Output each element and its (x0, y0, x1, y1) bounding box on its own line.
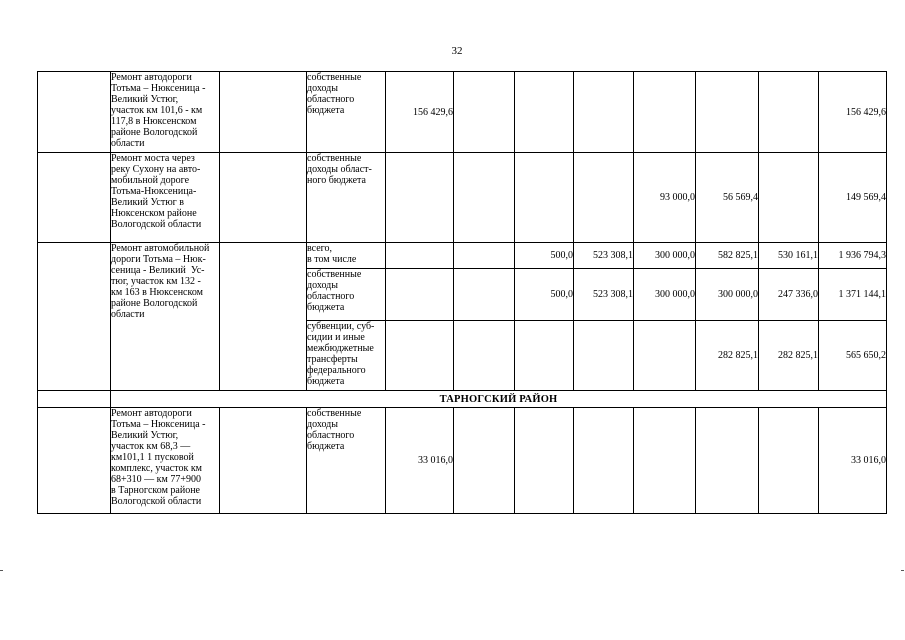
total-cell: 1 371 144,1 (819, 269, 887, 321)
empty-cell (220, 408, 307, 514)
value-cell: 33 016,0 (386, 408, 454, 514)
object-name-cell: Ремонт автомобильной дороги Тотьма – Нюк- сеница - Великий Ус- тюг, участок км 132 - км 163 в Нюксенском районе Вологодской области (111, 243, 220, 391)
table-row (38, 153, 887, 243)
value-cell (759, 153, 819, 243)
value-cell (454, 269, 515, 321)
page-number: 32 (451, 45, 463, 57)
value-cell (515, 321, 574, 391)
object-name-cell: Ремонт автодороги Тотьма – Нюксеница - Великий Устюг, участок км 101,6 - км 117,8 в Нюксенском районе Вологодской области (111, 72, 220, 153)
value-cell: 282 825,1 (759, 321, 819, 391)
value-cell: 300 000,0 (696, 269, 759, 321)
value-cell: 500,0 (515, 243, 574, 269)
value-cell (515, 72, 574, 153)
value-cell (515, 153, 574, 243)
total-cell: 33 016,0 (819, 408, 887, 514)
empty-cell (220, 153, 307, 243)
row-number-cell (38, 408, 111, 514)
value-cell (454, 243, 515, 269)
value-cell (634, 408, 696, 514)
scan-artifact-left (0, 570, 3, 571)
value-cell (386, 243, 454, 269)
total-cell: 565 650,2 (819, 321, 887, 391)
total-cell: 1 936 794,3 (819, 243, 887, 269)
value-cell (386, 153, 454, 243)
district-header: ТАРНОГСКИЙ РАЙОН (111, 391, 887, 408)
funding-source-cell: собственные доходы област- ного бюджета (307, 153, 386, 243)
value-cell (634, 321, 696, 391)
value-cell (386, 321, 454, 391)
value-cell (696, 408, 759, 514)
table-row (38, 408, 887, 514)
value-cell: 523 308,1 (574, 243, 634, 269)
value-cell: 530 161,1 (759, 243, 819, 269)
funding-source-cell: всего, в том числе (307, 243, 386, 269)
object-name-cell: Ремонт моста через реку Сухону на авто- мобильной дороге Тотьма-Нюксеница- Великий Устюг в Нюксенском районе Вологодской области (111, 153, 220, 243)
value-cell (454, 408, 515, 514)
value-cell (454, 321, 515, 391)
total-cell: 156 429,6 (819, 72, 887, 153)
funding-source-cell: субвенции, суб- сидии и иные межбюджетные трансферты федерального бюджета (307, 321, 386, 391)
funding-source-cell: собственные доходы областного бюджета (307, 269, 386, 321)
value-cell: 247 336,0 (759, 269, 819, 321)
table-row (38, 243, 887, 269)
row-number-cell (38, 391, 111, 408)
table-row (38, 72, 887, 153)
empty-cell (220, 72, 307, 153)
value-cell (515, 408, 574, 514)
value-cell (759, 408, 819, 514)
object-name-cell: Ремонт автодороги Тотьма – Нюксеница - Великий Устюг, участок км 68,3 — км101,1 1 пусковой комплекс, участок км 68+310 — км 77+900 в Тарногском районе Вологодской области (111, 408, 220, 514)
value-cell (574, 321, 634, 391)
funding-source-cell: собственные доходы областного бюджета (307, 408, 386, 514)
value-cell: 582 825,1 (696, 243, 759, 269)
scan-artifact-right (901, 570, 904, 571)
value-cell (386, 269, 454, 321)
row-number-cell (38, 153, 111, 243)
value-cell: 523 308,1 (574, 269, 634, 321)
value-cell (574, 153, 634, 243)
value-cell: 300 000,0 (634, 243, 696, 269)
row-number-cell (38, 72, 111, 153)
funding-source-cell: собственные доходы областного бюджета (307, 72, 386, 153)
value-cell: 156 429,6 (386, 72, 454, 153)
row-number-cell (38, 243, 111, 391)
empty-cell (220, 243, 307, 391)
value-cell (759, 72, 819, 153)
value-cell: 282 825,1 (696, 321, 759, 391)
value-cell (634, 72, 696, 153)
value-cell (454, 153, 515, 243)
value-cell (696, 72, 759, 153)
value-cell: 300 000,0 (634, 269, 696, 321)
value-cell: 56 569,4 (696, 153, 759, 243)
value-cell (574, 408, 634, 514)
value-cell: 500,0 (515, 269, 574, 321)
value-cell (574, 72, 634, 153)
total-cell: 149 569,4 (819, 153, 887, 243)
value-cell (454, 72, 515, 153)
budget-table (37, 71, 887, 514)
value-cell: 93 000,0 (634, 153, 696, 243)
section-header-row (38, 391, 887, 408)
